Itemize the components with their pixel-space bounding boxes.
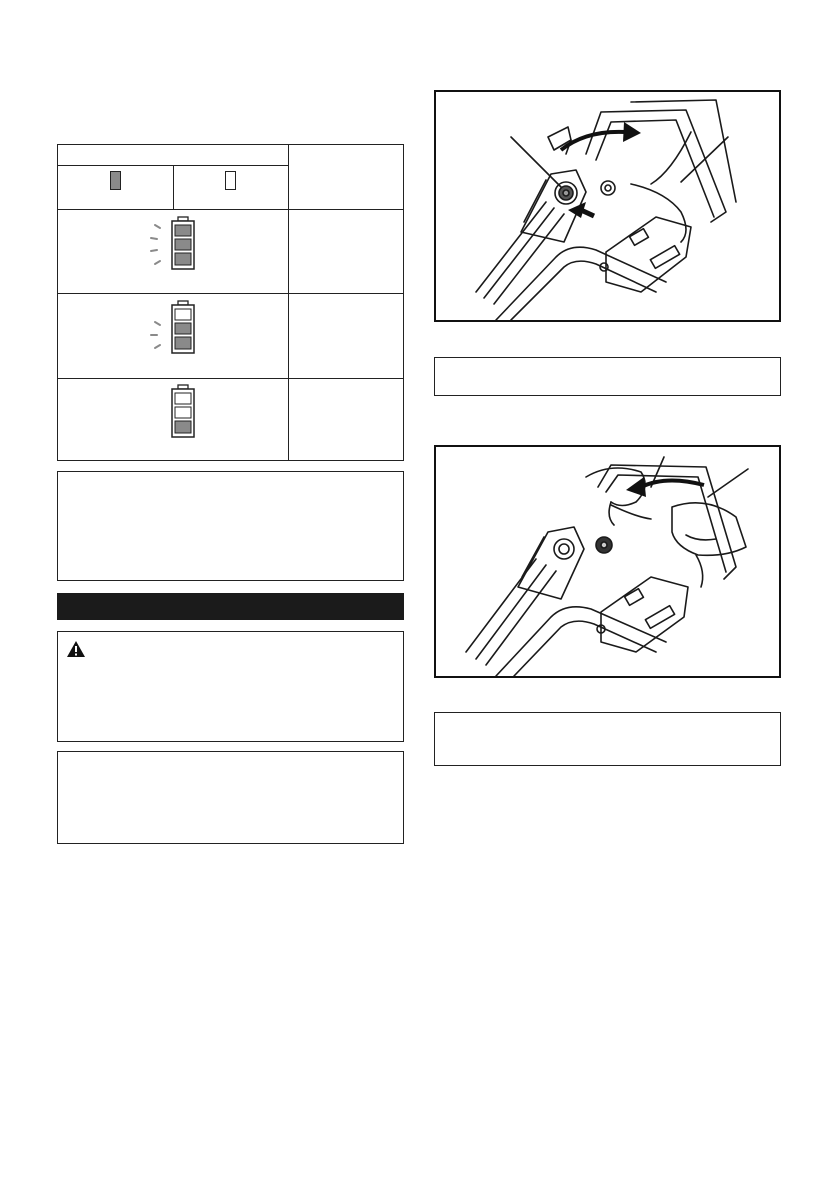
figure-1-illustration bbox=[436, 92, 779, 320]
figure-2-illustration bbox=[436, 447, 779, 676]
battery-icon bbox=[138, 299, 208, 359]
battery-icon bbox=[138, 383, 208, 443]
lamp-off-swatch bbox=[225, 171, 236, 190]
warning-triangle-icon bbox=[66, 640, 86, 658]
lamp-lit-swatch bbox=[110, 171, 121, 190]
battery-icon bbox=[138, 215, 208, 275]
section-heading-bar bbox=[57, 593, 404, 620]
notice-box bbox=[57, 751, 404, 844]
figure-1 bbox=[434, 90, 781, 322]
figure-2 bbox=[434, 445, 781, 678]
warning-box bbox=[57, 631, 404, 742]
caption-box-1 bbox=[434, 357, 781, 396]
caption-box-2 bbox=[434, 712, 781, 766]
battery-indicator-table bbox=[57, 144, 404, 461]
note-box bbox=[57, 471, 404, 581]
